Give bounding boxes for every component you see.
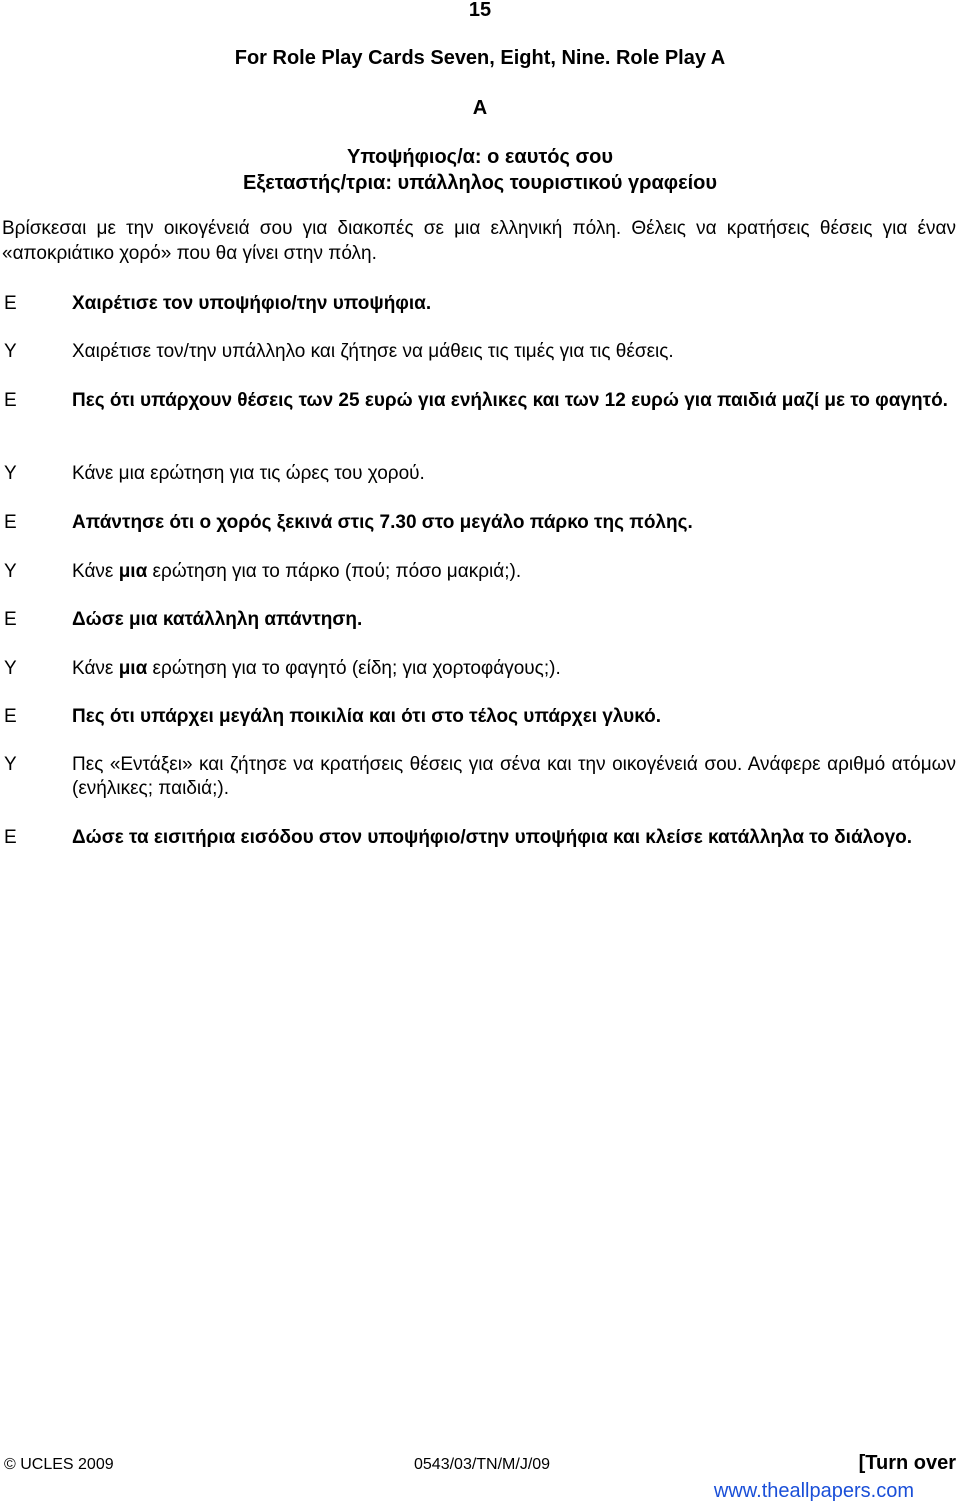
footer-turn-over: [Turn over: [858, 1452, 956, 1474]
footer-paper-code: 0543/03/TN/M/J/09: [414, 1456, 551, 1473]
turn-speaker: E: [4, 609, 17, 630]
footer-copyright: © UCLES 2009: [4, 1456, 114, 1473]
page-heading: For Role Play Cards Seven, Eight, Nine. Role Play A: [234, 47, 726, 69]
turn-instruction: Δώσε τα εισιτήρια εισόδου στον υποψήφιο/στην υποψήφια και κλείσε κατάλληλα το διάλογο.: [72, 827, 913, 848]
instruction-start: Κάνε: [72, 561, 119, 582]
turn-speaker: E: [4, 706, 17, 727]
page-number: 15: [468, 0, 492, 21]
turn-instruction: Πες «Εντάξει» και ζήτησε να κρατήσεις θέσεις για σένα και την οικογένειά σου. Ανάφερε αριθμό ατόμων (ενήλικες; παιδιά;).: [72, 754, 956, 799]
watermark-link[interactable]: www.theallpapers.com: [713, 1480, 914, 1502]
candidate-role: Υποψήφιος/α: ο εαυτός σου: [347, 146, 613, 168]
emphasis-word: μια: [118, 658, 148, 679]
turn-instruction: Απάντησε ότι ο χορός ξεκινά στις 7.30 στο μεγάλο πάρκο της πόλης.: [72, 512, 693, 533]
turn-speaker: Y: [4, 658, 17, 679]
emphasis-word: μια: [118, 561, 148, 582]
turn-speaker: E: [4, 390, 17, 411]
turn-speaker: Y: [4, 754, 17, 775]
turn-instruction: [72, 560, 956, 584]
turn-instruction: [72, 657, 956, 681]
roles-block: [0, 144, 960, 196]
turn-speaker: Y: [4, 341, 17, 362]
turn-instruction: Πες ότι υπάρχουν θέσεις των 25 ευρώ για ενήλικες και των 12 ευρώ για παιδιά μαζί με το φαγητό.: [72, 390, 948, 411]
turn-speaker: E: [4, 827, 17, 848]
turn-speaker: E: [4, 293, 17, 314]
turn-speaker: Y: [4, 463, 17, 484]
turn-speaker: Y: [4, 561, 17, 582]
turn-instruction: Δώσε μια κατάλληλη απάντηση.: [72, 609, 363, 630]
instruction-end: ερώτηση για το φαγητό (είδη; για χορτοφάγους;).: [147, 658, 561, 679]
turn-instruction: Πες ότι υπάρχει μεγάλη ποικιλία και ότι στο τέλος υπάρχει γλυκό.: [72, 706, 662, 727]
turn-instruction: Χαιρέτισε τον/την υπάλληλο και ζήτησε να μάθεις τις τιμές για τις θέσεις.: [72, 341, 674, 362]
turn-instruction: Κάνε μια ερώτηση για τις ώρες του χορού.: [72, 463, 425, 484]
examiner-role: Εξεταστής/τρια: υπάλληλος τουριστικού γραφείου: [243, 172, 717, 194]
scenario-intro: Βρίσκεσαι με την οικογένειά σου για διακοπές σε μια ελληνική πόλη. Θέλεις να κρατήσεις θέσεις για έναν «αποκριάτικο χορό» που θα γίνει στην πόλη.: [2, 218, 956, 264]
instruction-start: Κάνε: [72, 658, 119, 679]
instruction-end: ερώτηση για το πάρκο (πού; πόσο μακριά;).: [147, 561, 522, 582]
role-play-letter: A: [472, 97, 488, 119]
turn-instruction: Χαιρέτισε τον υποψήφιο/την υποψήφια.: [72, 293, 432, 314]
turn-speaker: E: [4, 512, 17, 533]
